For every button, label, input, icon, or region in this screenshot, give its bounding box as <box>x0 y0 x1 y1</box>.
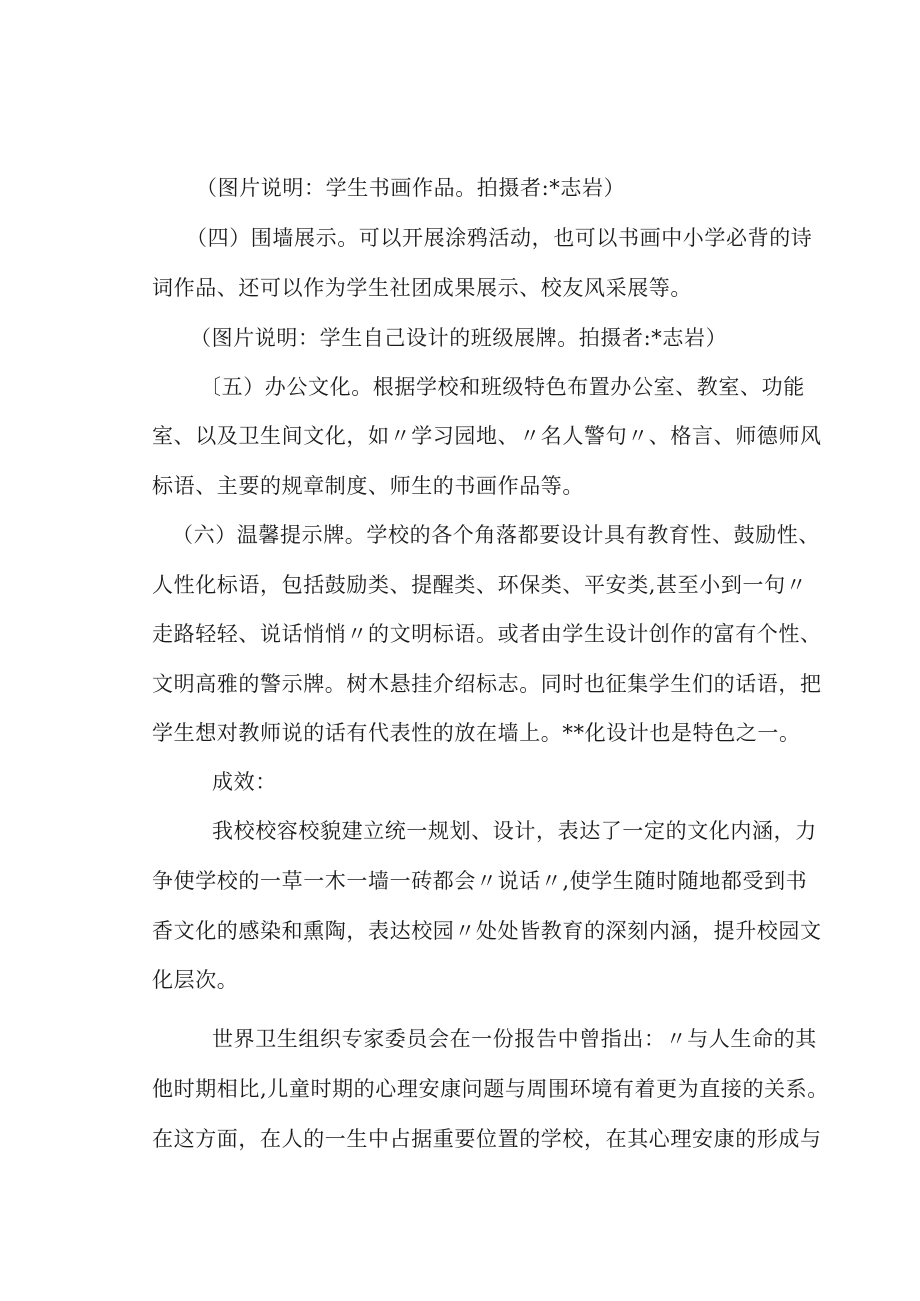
who-line-3: 在这方面，在人的一生中占据重要位置的学校，在其心理安康的形成与 <box>152 1127 822 1151</box>
section-5-line-1: 〔五）办公文化。根据学校和班级特色布置办公室、教室、功能 <box>200 375 805 399</box>
results-line-4: 化层次。 <box>152 968 239 992</box>
section-6-line-4: 文明高雅的警示牌。树木悬挂介绍标志。同时也征集学生们的话语，把 <box>152 672 822 696</box>
caption-1-line: （图片说明：学生书画作品。拍摄者:*志岩） <box>196 176 626 200</box>
section-4-line-2: 词作品、还可以作为学生社团成果展示、校友风采展等。 <box>152 276 692 300</box>
section-5-line-3: 标语、主要的规章制度、师生的书画作品等。 <box>152 474 584 498</box>
section-6-line-1: （六）温馨提示牌。学校的各个角落都要设计具有教育性、鼓励性、 <box>172 523 820 547</box>
section-4-line-1: （四）围墙展示。可以开展涂鸦活动，也可以书画中小学必背的诗 <box>186 226 813 250</box>
caption-2-line: （图片说明：学生自己设计的班级展牌。拍摄者:*志岩） <box>190 326 728 350</box>
who-line-2: 他时期相比,儿童时期的心理安康问题与周围环境有着更为直接的关系。 <box>152 1077 829 1101</box>
results-line-3: 香文化的感染和熏陶，表达校园〃处处皆教育的深刻内涵，提升校园文 <box>152 919 822 943</box>
section-6-line-5: 学生想对教师说的话有代表性的放在墙上。**化设计也是特色之一。 <box>152 721 801 745</box>
section-6-line-3: 走路轻轻、说话悄悄〃的文明标语。或者由学生设计创作的富有个性、 <box>152 622 822 646</box>
section-5-line-2: 室、以及卫生间文化，如〃学习园地、〃名人警句〃、格言、师德师风 <box>152 424 822 448</box>
results-heading-text: 成效： <box>212 770 277 794</box>
results-line-2: 争使学校的一草一木一墙一砖都会〃说话〃,使学生随时随地都受到书 <box>152 869 808 893</box>
section-6-line-2: 人性化标语，包括鼓励类、提醒类、环保类、平安类,甚至小到一句〃 <box>152 573 808 597</box>
who-line-1: 世界卫生组织专家委员会在一份报告中曾指出：〃与人生命的其 <box>212 1027 817 1051</box>
results-line-1: 我校校容校貌建立统一规划、设计，表达了一定的文化内涵，力 <box>212 819 817 843</box>
